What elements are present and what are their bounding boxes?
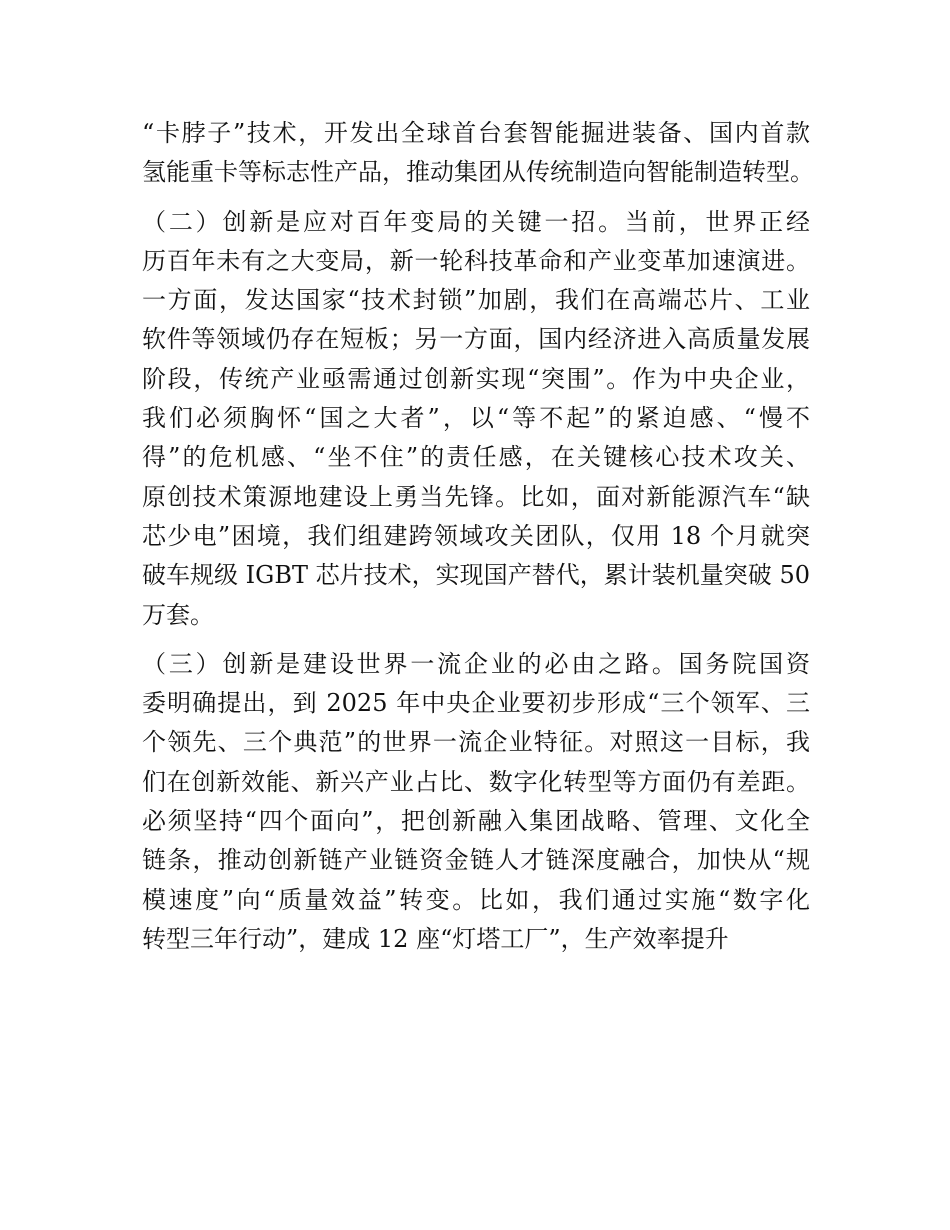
text-line: 链条，推动创新链产业链资金链人才链深度融合，加快从“规 bbox=[142, 846, 810, 875]
text-line: 们在创新效能、新兴产业占比、数字化转型等方面仍有差距。 bbox=[142, 767, 810, 796]
text-line: （三）创新是建设世界一流企业的必由之路。国务院国资 bbox=[142, 649, 810, 678]
text-line: 氢能重卡等标志性产品，推动集团从传统制造向智能制造转型。 bbox=[142, 158, 814, 187]
text-line: 个领先、三个典范”的世界一流企业特征。对照这一目标，我 bbox=[142, 728, 810, 757]
text-line: 原创技术策源地建设上勇当先锋。比如，面对新能源汽车“缺 bbox=[142, 482, 810, 511]
text-line: 模速度”向“质量效益”转变。比如，我们通过实施“数字化 bbox=[142, 885, 810, 914]
text-line: 芯少电”困境，我们组建跨领域攻关团队，仅用 18 个月就突 bbox=[142, 521, 810, 550]
text-line: 转型三年行动”，建成 12 座“灯塔工厂”，生产效率提升 bbox=[142, 924, 729, 953]
text-line: 万套。 bbox=[142, 600, 214, 629]
document-body bbox=[142, 114, 814, 959]
text-line: 阶段，传统产业亟需通过创新实现“突围”。作为中央企业， bbox=[142, 364, 810, 393]
text-line: 破车规级 IGBT 芯片技术，实现国产替代，累计装机量突破 50 bbox=[142, 561, 810, 590]
text-line: “卡脖子”技术，开发出全球首台套智能掘进装备、国内首款 bbox=[142, 119, 810, 147]
text-line: （二）创新是应对百年变局的关键一招。当前，世界正经 bbox=[142, 207, 810, 236]
text-line: 历百年未有之大变局，新一轮科技革命和产业变革加速演进。 bbox=[142, 246, 810, 275]
text-line: 必须坚持“四个面向”，把创新融入集团战略、管理、文化全 bbox=[142, 807, 810, 836]
text-line: 一方面，发达国家“技术封锁”加剧，我们在高端芯片、工业 bbox=[142, 286, 810, 315]
paragraph-p3 bbox=[142, 645, 810, 959]
text-line: 得”的危机感、“坐不住”的责任感，在关键核心技术攻关、 bbox=[142, 443, 810, 472]
paragraph-p1 bbox=[142, 114, 814, 193]
text-line: 我们必须胸怀“国之大者”，以“等不起”的紧迫感、“慢不 bbox=[142, 404, 810, 433]
text-line: 委明确提出，到 2025 年中央企业要初步形成“三个领军、三 bbox=[142, 689, 810, 718]
text-line: 软件等领域仍存在短板；另一方面，国内经济进入高质量发展 bbox=[142, 325, 810, 354]
paragraph-p2 bbox=[142, 203, 810, 635]
